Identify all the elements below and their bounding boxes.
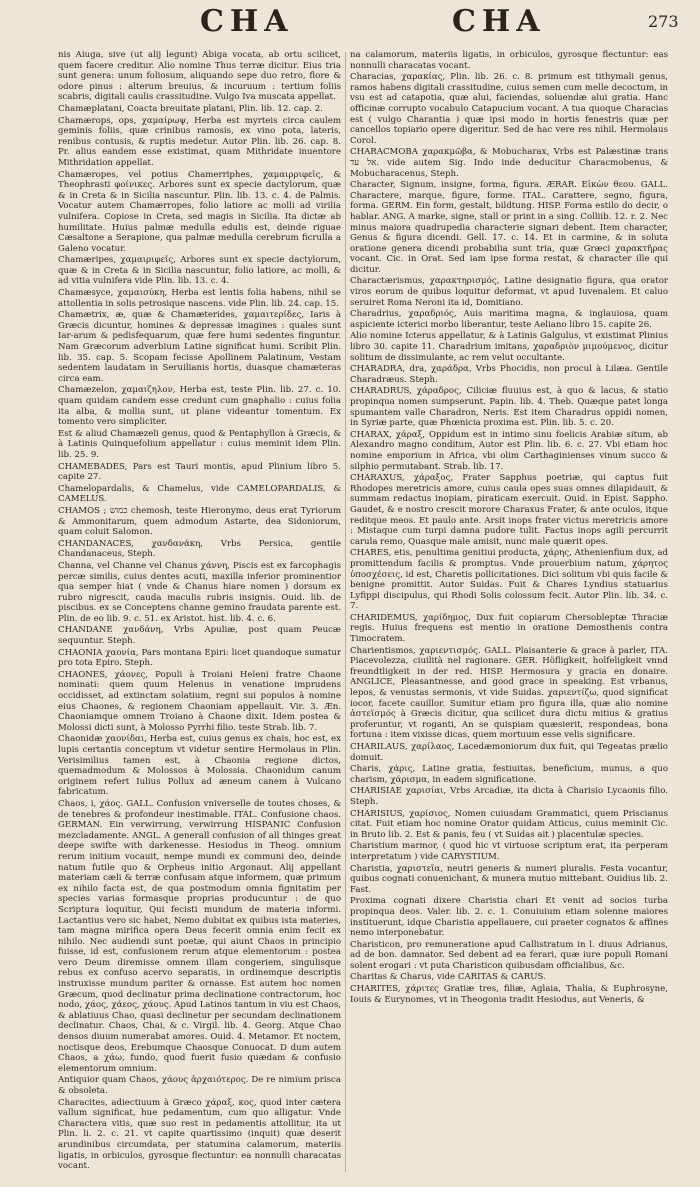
dictionary-entry: Chamæplatani, Coacta breuitate platani, Plin. lib. 12. cap. 2. bbox=[58, 103, 323, 114]
dictionary-entry: Chamæropes, vel potius Chamerriphes, χαμαιρριφεῖς, & Theophrasti φοίνικες. Arbores sunt ex specie dactylorum, quæ & in Creta & in Sicilia nascuntur. Plin. lib. 13. c. 4. de Palmis. Vocatur autem Chamærropes, folio latiore ac molli ad virilia vulnifera. Copiose in Creta, sed magis in Sicilia. Ita dictæ ab humilitate. Huius palmæ medulla edulis est, deinde riguae Cæsaltone a Serapione, qua palmæ medulla cerebrum ficrulla a Galeno vocatur. bbox=[58, 169, 341, 254]
dictionary-entry: Chamærops, ops, χαμαίρωψ, Herba est myrteis circa caulem geminis foliis, quæ crinibus ramosis, ex vino pota, lateris, renibus contusis, & ruptis medetur. Autor Plin. lib. 26. cap. 8. Pr. alius eandem esse existimat, quam Mithridate inuentore Mithridation appellat. bbox=[58, 115, 341, 168]
dictionary-entry: CHAONES, χάονες, Populi à Troiani Heleni fratre Chaone nominati: quem quum Helenus in venatione imprudens occidisset, ad extinctam solatium, regni sui populos à nomine eius Chaones, & regionem Chaoniam appellauit. Vir. 3. Æn. Chaoniamque omnem Troiano à Chaone dixit. Idem postea & Molossi dicti sunt, à Molosso Pyrrhi filio. teste Strab. lib. 7. bbox=[58, 669, 341, 733]
dictionary-entry: Charistium marmor, ( quod hic vt virtuose scriptum erat, ita perperam interpretatum ) vide CARYSTIUM. bbox=[350, 841, 668, 862]
dictionary-entry: CHARISIAE χαρισίαι, Vrbs Arcadiæ, ita dicta à Charisio Lycaonis filio. Steph. bbox=[350, 786, 668, 807]
dictionary-entry: Charis, χάρις, Latine gratia, festiuitas, beneficium, munus, a quo charism, χάρισμα, in eadem significatione. bbox=[350, 764, 668, 785]
dictionary-entry: Chamæripes, χαμαιριφεῖς, Arbores sunt ex specie dactylorum, quæ & in Creta & in Sicilia nascuntur, folio latiore, ac molli, & ad vitia vulnifera vide Plin. lib. 13. c. 4. bbox=[58, 255, 341, 287]
dictionary-entry: Charientismos, χαριεντισμός. GALL. Plaisanterie & grace à parler, ITA. Piacevolezza, ciuilità nel ragionare. GER. Höfligkeit, holfeligkeit vnnd freundtligkeit in der red. HISP. Hermosura y gracia en donaire. ANGLICE, Pleasantnesse, and good grace in speaking. Est vrbanus, lepos, & venustas sermonis, vt vide Suidas. χαριεντίζω, quod significat iocor, facete cauillor. Sumitur etiam pro figura illa, quæ alio nomine ἀστεϊσμός à Græcis dicitur, qua scilicet dura dictu mitius & gratius proferuntur, vt roganti, An se quispiam quæsierit, respondeas, bona fortuna : item vixisse dicas, quem mortuum esse velis significare. bbox=[350, 645, 668, 741]
dictionary-entry: Chamæzelon, χαμαιζηλον, Herba est, teste Plin. lib. 27. c. 10. quam quidam candem esse credunt cum gnaphalio : cuius folia ita alba, & mollia sunt, ut plane videantur tomentum. Ex tomento vero simpliciter. bbox=[58, 385, 341, 428]
dictionary-entry: Alio nomine Icterus appellatur, & à Latinis Galgulus, vt existimat Plinius libro 30. capite 11. Charadrium imitans, χαραδριὸν μιμούμενος, dicitur solitum de dissimulante, ac rem velut occultante. bbox=[350, 331, 668, 363]
dictionary-entry: Est & aliud Chamæzeli genus, quod & Pentaphyllon à Græcis, & à Latinis Quinquefolium appellatur : cuius meminit idem Plin. lib. 25. 9. bbox=[58, 428, 341, 460]
dictionary-entry: Charitas & Charus, vide CARITAS & CARUS. bbox=[350, 972, 546, 983]
dictionary-entry: Charistia, χαριστεῖα, neutri generis & numeri pluralis. Festa vocantur, quibus cognati conuenichant, & munera mutuo mittebant. Ouidius lib. 2. Fast. bbox=[350, 863, 668, 895]
dictionary-entry: CHARES, etis, penultima genitiui producta, χάρης, Athenienfium dux, ad promittendum facilis & promptus. Vnde prouerbium natum, χάρητος ὑποσχέσεις, id est, Charetis pollicitationes. Dici solitum vbi quis facile & benigne promittit. Autor Suidas. Fuit & Chares Lyndius statuarius Lyfippi discipulus, qui Rhodi Solis colossum fecit. Autor Plin. lib. 34. c. 7. bbox=[350, 548, 668, 612]
dictionary-entry: nis Aiuga, sive (ut alij legunt) Abiga vocata, ab ortu scilicet, quem facere creditur. Alio nomine Thus terræ dicitur. Eius tria sunt genera: unum foliosum, aliquando sepe duo retro, flore & odore pinus : alterum breuius, & incuruum : tertium foliis scabris, digitali caulis crassitudine. Vulgo Iva muscata appellat. bbox=[58, 50, 341, 103]
dictionary-entry: Charadrius, χαραδριός, Auis maritima magna, & inglauiosa, quam aspiciente icterici morbo liberantur, teste Aeliano libro 15. capite 26. bbox=[350, 309, 668, 330]
dictionary-entry: Chaonidæ χαονίδαι, Herba est, cuius genus ex chais, hoc est, ex lupis certantis conceptum vt videtur sentire Hermolaus in Plin. Verisimilius tamen est, à Chaonia regione dictos, quemadmodum & Molossos à Molossia. Chaonidum canum originem refert Iulius Pollux ad æneum canem à Vulcano fabricatum. bbox=[58, 734, 341, 798]
dictionary-entry: CHAMOS ; כמוש chemosh, teste Hieronymo, deus erat Tyriorum & Ammonitarum, quem admodum Astarte, dea Sidoniorum, quam coluit Salomon. bbox=[58, 505, 341, 538]
dictionary-entry: CHARISIUS, χαρίσιος, Nomen cuiusdam Grammatici, quem Priscianus citat. Fuit etiam hoc nomine Orator quidam Atticus, cuius meminit Cic. in Bruto lib. 2. Est & panis, feu ( vt Suidas ait ) placentulæ species. bbox=[350, 808, 668, 840]
dictionary-entry: na calamorum, materiis ligatis, in orbiculos, gyrosque flectuntur: eas nonnulli characatas vocant. bbox=[350, 50, 668, 71]
left-text-column bbox=[58, 50, 341, 1170]
dictionary-entry: CHARILAUS, χαρίλαος, Lacedæmoniorum dux fuit, qui Tegeatas prælio domuit. bbox=[350, 742, 668, 763]
dictionary-entry: CHARAX, χάραξ, Oppidum est in intimo sinu foelicis Arabiæ situm, ab Alexandro magno conditum, Autor est Plin. lib. 6. c. 27. Vbi etiam hoc nomine emporium in Africa, vbi olim Carthaginienses vinum succo & silphio permutabant. Strab. lib. 17. bbox=[350, 429, 668, 472]
dictionary-entry: Chaos, i, χάος. GALL. Confusion vniverselle de toutes choses, & de tenebres & profondeur inestimable. ITAL. Confusione chaos. GERMAN. Ein verwirrung, verwirrung HISPANIC Confusion mezcladamente. ANGL. A generall confusion of all thinges great deepe swifte with darkenesse. Hesiodus in Theog. omnium rerum initium vocauit, nempe mundi ex communi deo, deinde natum futile quo & Orpheus initio Argonaut. Alij appellant materiam cæli & terræ confusam atque informem, quæ primum ex nihilo facta est, de qua postmodum omnia fignitatim per species varias formasque proprias producuntur : de quo Scriptura loquitur, Qui fecisti mundum de materia informi. Lactantius vero sic habet, Nemo dubitat ex quibus ista materies, tam magna mirifica opera Deus fecerit omnia enim fecit ex nihilo. Nec audiendi sunt poetæ, qui aiunt Chaos in principio fuisse, id est, confusionem rerum atque elementorum : postea vero Deum diremisse omnem illam congeriem, singulisque rebus ex confuso acervo separatis, in ordinemque descriptis instruxisse mundum pariter & ornasse. Est autem hoc nomen Græcum, quod declinatur prima declinatione contractorum, hoc nodo, χάος, χάεος, χάους. Apud Latinos tantum in viu est Chaos, & ablatiuus Chao, quasi declinetur per secundam declinationem declinatur. Chaos, Chai, & c. Virgil. lib. 4. Georg. Atque Chao densos diuum numerabat amores. Ouid. 4. Metamor. Et noctem, noctisque deos, Erebumque Chaosque Conuocat. D dum autem Chaos, a χάω, fundo, quod fuerit fusio quædam & confusio elementorum omnium. bbox=[58, 798, 341, 1074]
dictionary-entry: Chamelopardalis, & Chamelus, vide CAMELOPARDALIS, & CAMELUS. bbox=[58, 483, 341, 505]
dictionary-entry: CHAONIA χαονία, Pars montana Epiri: licet quandoque sumatur pro tota Epiro. Steph. bbox=[58, 647, 341, 669]
dictionary-entry: Charisticon, pro remuneratione apud Callistratum in l. diuus Adrianus, ad de bon. damnator. Sed debent ad ea ferari, quæ iure populi Romani solent erogari : vt puta Charisticon quibusdam officialibus, &c. bbox=[350, 939, 668, 971]
running-head-right: CHA bbox=[452, 4, 546, 39]
dictionary-entry: Proxima cognati dixere Charistia chari Et venit ad socios turba propinqua deos. Valer. lib. 2. c. 1. Conuiuium etiam solenne maiores instituerunt, idque Charistia appellauere, cui praeter cognatos & affines nemo interponebatur. bbox=[350, 896, 668, 939]
dictionary-entry: Characites, adiectiuum à Græco χάραξ, κος, quod inter cætera vallum significat, hue pedamentum, cum quo alligatur. Vnde Charactera vitis, quæ suo rest in pedamentis attollitur, ita ut Plin. li. 2. c. 21. vt capite quartissimo (inquit) quæ deserit arundinibus circumdata, per statumina calamorum, materiis ligatis, in orbiculos, gyrosque flectuntur: ea nonnulli characatas vocant. bbox=[58, 1097, 341, 1170]
dictionary-entry: Characias, χαρακίας, Plin. lib. 26. c. 8. primum est tithymali genus, ramos habens digitali crassitudine, cuius semen cum melle decoctum, in vsu est ad catapotia, quæ alui, faciendas, soluendæ alui gratia. Hanc officinæ corrupto vocabulo Catapucium vocant. A tua quoque Characias est ( vulgo Charantia ) quæ ipsi modo in hortis fenestris quæ per cancellos topiario opere digeritur. Sed de hac vere res nihil. Hermolaus Corol. bbox=[350, 72, 668, 146]
dictionary-entry: CHARADRA, dra, χαράδρα, Vrbs Phocidis, non procul à Lilæa. Gentile Charadræus. Steph. bbox=[350, 364, 668, 385]
dictionary-entry: CHAMEBADES, Pars est Tauri montis, apud Plinium libro 5. capite 27. bbox=[58, 461, 341, 483]
dictionary-entry: Charactærismus, χαρακτηρισμός, Latine designatio figura, qua orator viros eorum de quibus loquitur deformat, vt apud Iuvenalem. Et caluo seruiret Roma Neroni ita id, Domitiano. bbox=[350, 276, 668, 308]
dictionary-entry: CHARADRUS, χάραδρος, Ciliciæ fluuius est, à quo & lacus, & statio propinqua nomen sumpserunt. Papin. lib. 4. Theb. Quæque patet longa spumantem valle Charadron, Neris. Est item Charadrus oppidi nomen, in Syriæ parte, quæ Phœnicia proxima est. Plin. lib. 5. c. 20. bbox=[350, 386, 668, 429]
page-number: 273 bbox=[648, 12, 679, 31]
dictionary-entry: Channa, vel Channe vel Chanus χάννη, Piscis est ex farcophagis percæ similis, cuius dentes acuti, maxilla inferior prominentior qua semper hiat ( vnde & Chanus hiare nomen ) dorsum ex rubro nigrescit, cauda maculis rubris insignis. Ouid. lib. de piscibus. ex se Conceptens channe gemino fraudata parente est. Plin. de eo lib. 9. c. 51. ex Aristot. hist. lib. 4. c. 6. bbox=[58, 560, 341, 624]
running-head-left: CHA bbox=[200, 4, 294, 39]
dictionary-entry: CHARIDEMUS, χαρίδημος, Dux fuit copiarum Chersobleptæ Thraciæ regis. Huius frequens est mentio in oratione Demosthenis contra Timocratem. bbox=[350, 612, 668, 645]
right-text-column bbox=[350, 50, 668, 1170]
page-header bbox=[0, 4, 700, 50]
dictionary-entry: CHANDANACES, χανδανάκη, Vrbs Persica, gentile Chandanaceus, Steph. bbox=[58, 538, 341, 560]
dictionary-entry: CHARITES, χάριτες Gratiæ tres, filiæ, Aglaia, Thalia, & Euphrosyne, Iouis & Eurynomes, vt in Theogonia tradit Hesiodus, aut Veneris, & bbox=[350, 984, 668, 1005]
dictionary-entry: CHARACMOBA χαρακμῶβα, & Mobucharax, Vrbs est Palæstinæ trans אל עד. vide autem Sig. Indo inde deducitur Characmobenus, & Mobucharacenus, Steph. bbox=[350, 147, 668, 179]
dictionary-entry: Chamæsyce, χαμαισύκη, Herba est lentis folia habens, nihil se attollentia in solis petrosique nascens. vide Plin. lib. 24. cap. 15. bbox=[58, 288, 341, 309]
dictionary-entry: CHANDANE χανδάνη, Vrbs Apuliæ, post quam Peucæ sequuntur. Steph. bbox=[58, 625, 341, 647]
dictionary-entry: Character, Signum, insigne, forma, figura. ÆRAR. Εἰκὼν θεου. GALL. Charactere, marque, figure, forme. ITAL. Carattere, segno, figura, forma. GERM. Ein form, gestalt, bildtung. HISP. Forma estilo do decir, o hablar. ANG. A marke, signe, stall or print in a sing. Colliib. 12. r. 2. Nec minus maiora quadrupedia characterie signari debent. Item character, Genus & figura dicendi. Gell. 17. c. 14. Et in carmine, & in soluta oratione genera dicendi probabilia sunt tria, quæ Græci χαρακτῆρας vocant. Cic. in Orat. Sed iam ipse forma restat, & character ille qui dicitur. bbox=[350, 180, 668, 275]
dictionary-entry: Chamætrix, æ, quæ & Chamæterides, χαμαιτερίδες, Iaris à Græcis dicuntur, homines & depressæ imagines : quales sunt Iar-arum & pedisfequarum, quæ fere humi sedentes finguntur. Nam Græcorum adverbium Latine significat humi. Scribit Plin. lib. 35. cap. 5. Scopam fecisse Apollinem Palatinum, Vestam sedentem laudatam in Seruilianis hortis, duasque chamæteras circa eam. bbox=[58, 310, 341, 384]
column-divider bbox=[345, 52, 346, 1172]
dictionary-entry: CHARAXUS, χάραξος, Frater Sapphus poetriæ, qui captus fuit Rhodopes meretricis amore, cuius caula opes suas omnes dilapidauit, & summam redactus inopiam, piraticam exercuit. Ouid. in Epist. Sappho. Gaudet, & e nostro crescit morore Charaxus Frater, & ante oculos, itque reditque meos. Et paulo ante. Arsit inops frater victus meretricis amore : Mistaque cum turpi damna pudore tulit. Factus inops agili percurrit carula remo, Quasque male amisit, nunc male quærit opes. bbox=[350, 473, 668, 547]
dictionary-entry: Antiquior quam Chaos, χάους ἀρχαιότερος. De re nimium prisca & obsoleta. bbox=[58, 1075, 341, 1096]
